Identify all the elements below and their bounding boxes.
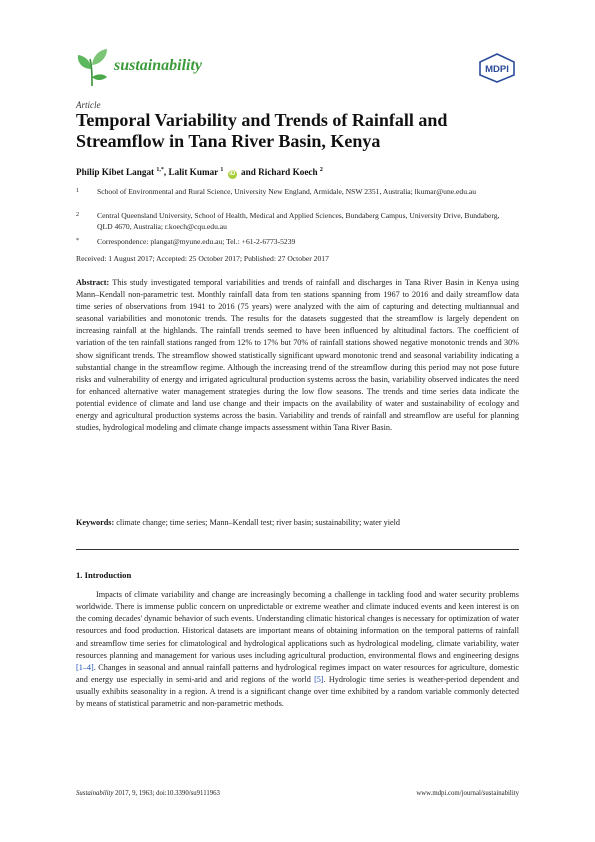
author-affiliation-mark: 1,* — [156, 167, 164, 173]
citation-link[interactable]: [5] — [314, 675, 324, 685]
correspondence — [76, 236, 516, 247]
author-separator: and — [241, 167, 256, 178]
author-name[interactable]: Richard Koech — [258, 167, 318, 178]
affiliation-text: Central Queensland University, School of Health, Medical and Applied Sciences, Bundaberg Campus, University Drive, Bundaberg, QLD 4670, Australia; r.koech@cqu.edu.au — [97, 211, 500, 232]
affiliation — [76, 210, 516, 233]
author-separator: , — [163, 167, 167, 178]
keywords-text: climate change; time series; Mann–Kendall test; river basin; sustainability; water yield — [116, 518, 401, 527]
abstract-label: Abstract: — [76, 278, 110, 287]
author-name[interactable]: Philip Kibet Langat — [76, 167, 155, 178]
affiliation-text: School of Environmental and Rural Science, University New England, Armidale, NSW 2351, Australia; lkumar@une.edu.au — [97, 187, 477, 196]
footer-url[interactable]: www.mdpi.com/journal/sustainability — [416, 790, 519, 797]
author-list — [76, 167, 323, 179]
keywords-label: Keywords: — [76, 518, 115, 527]
journal-name[interactable]: sustainability — [114, 57, 203, 74]
author-affiliation-mark: 2 — [319, 167, 323, 173]
citation-link[interactable]: [1–4] — [76, 662, 94, 672]
orcid-icon[interactable]: iD — [229, 171, 236, 178]
paragraph-text: . Hydrologic time series is weather-period dependent and usually exhibits seasonality in a region. A trend is a significant change over time exhibited by a random variable commonly detected by means of statistical parametric and non-parametric methods. — [76, 675, 519, 709]
abstract-text: This study investigated temporal variabilities and trends of rainfall and discharges in Tana River Basin in Kenya using Mann–Kendall non-parametric test. Monthly rainfall data from ten stations spanning from 1967 to 2016 and daily streamflow data time series of observations from 1941 to 2016 (75 years) were analyzed with the aim of capturing and detecting multiannual and seasonal variabilities and monotonic trends. The results for the datasets suggested that the streamflow is largely dependent on increasing rainfall at the highlands. The rainfall trends seemed to have been influenced by altitudinal factors. The coefficient of variation of the ten rainfall stations ranged from 12% to 17% but 70% of rainfall stations showed negative monotonic trends and 30% show significant trends. The streamflow showed statistically significant upward monotonic trend and seasonal variability indicating a substantial change in the streamflow regime. Although the increasing trend of the streamflow during this period may not pose future risks and vulnerability of energy and irrigated agricultural production systems across the basin, variability observed indicates the need for enhanced alternative water management strategies during the low flow seasons. The trends and time series data indicate the potential evidence of climate and land use change and their impacts on the availability of water and sustainability of ecology and energy and agricultural production systems across the basin. Variability and trends of rainfall and streamflow are useful for planning studies, hydrological modeling and climate change impacts assessment within Tana River Basin. — [76, 278, 519, 433]
mdpi-logo-text: MDPI — [485, 64, 509, 75]
affiliation-mark: 1 — [76, 188, 79, 194]
footer-citation — [76, 790, 220, 797]
section-heading: 1. Introduction — [76, 570, 132, 580]
article-title: Temporal Variability and Trends of Rainfall and Streamflow in Tana River Basin, Kenya — [76, 110, 448, 151]
footer-journal: Sustainability — [76, 790, 114, 797]
author-name[interactable]: Lalit Kumar — [168, 167, 219, 178]
affiliation-mark: 2 — [76, 212, 79, 218]
mdpi-logo — [478, 53, 516, 83]
paragraph-text: . Changes in seasonal and annual rainfall patterns and hydrological regimes impact on water resources for agriculture, domestic and energy use especially in semi-arid and arid regions of the world — [76, 662, 519, 685]
keywords — [76, 518, 400, 527]
article-type: Article — [76, 100, 101, 110]
introduction-paragraph — [76, 589, 519, 711]
author-affiliation-mark: 1 — [220, 167, 224, 173]
correspondence-text[interactable]: Correspondence: plangat@myune.edu.au; Tel.: +61-2-6773-5239 — [97, 237, 296, 246]
footer-citation-details[interactable]: 2017, 9, 1963; doi:10.3390/su9111963 — [115, 790, 220, 797]
journal-leaf-logo — [76, 47, 108, 87]
publication-dates: Received: 1 August 2017; Accepted: 25 October 2017; Published: 27 October 2017 — [76, 254, 329, 263]
paragraph-text: Impacts of climate variability and change are increasingly becoming a challenge in tackling food and water security problems worldwide. There is immense public concern on unpredictable or extreme weather and climate induced events and keen interest is on the coming decades' dynamic behavior of such events. Understanding climatic historical changes is necessary for optimization of water resources and food production. Historical datasets are important means of obtaining information on the temporal patterns of rainfall and streamflow time series for climatological and hydrological applications such as hydrological modeling, climate variability, water resources planning and management for various uses including agricultural production, environmental flows and engineering designs — [76, 590, 520, 660]
affiliation — [76, 186, 516, 197]
affiliation-mark: * — [76, 238, 79, 244]
abstract — [76, 277, 519, 434]
section-divider — [76, 549, 519, 550]
